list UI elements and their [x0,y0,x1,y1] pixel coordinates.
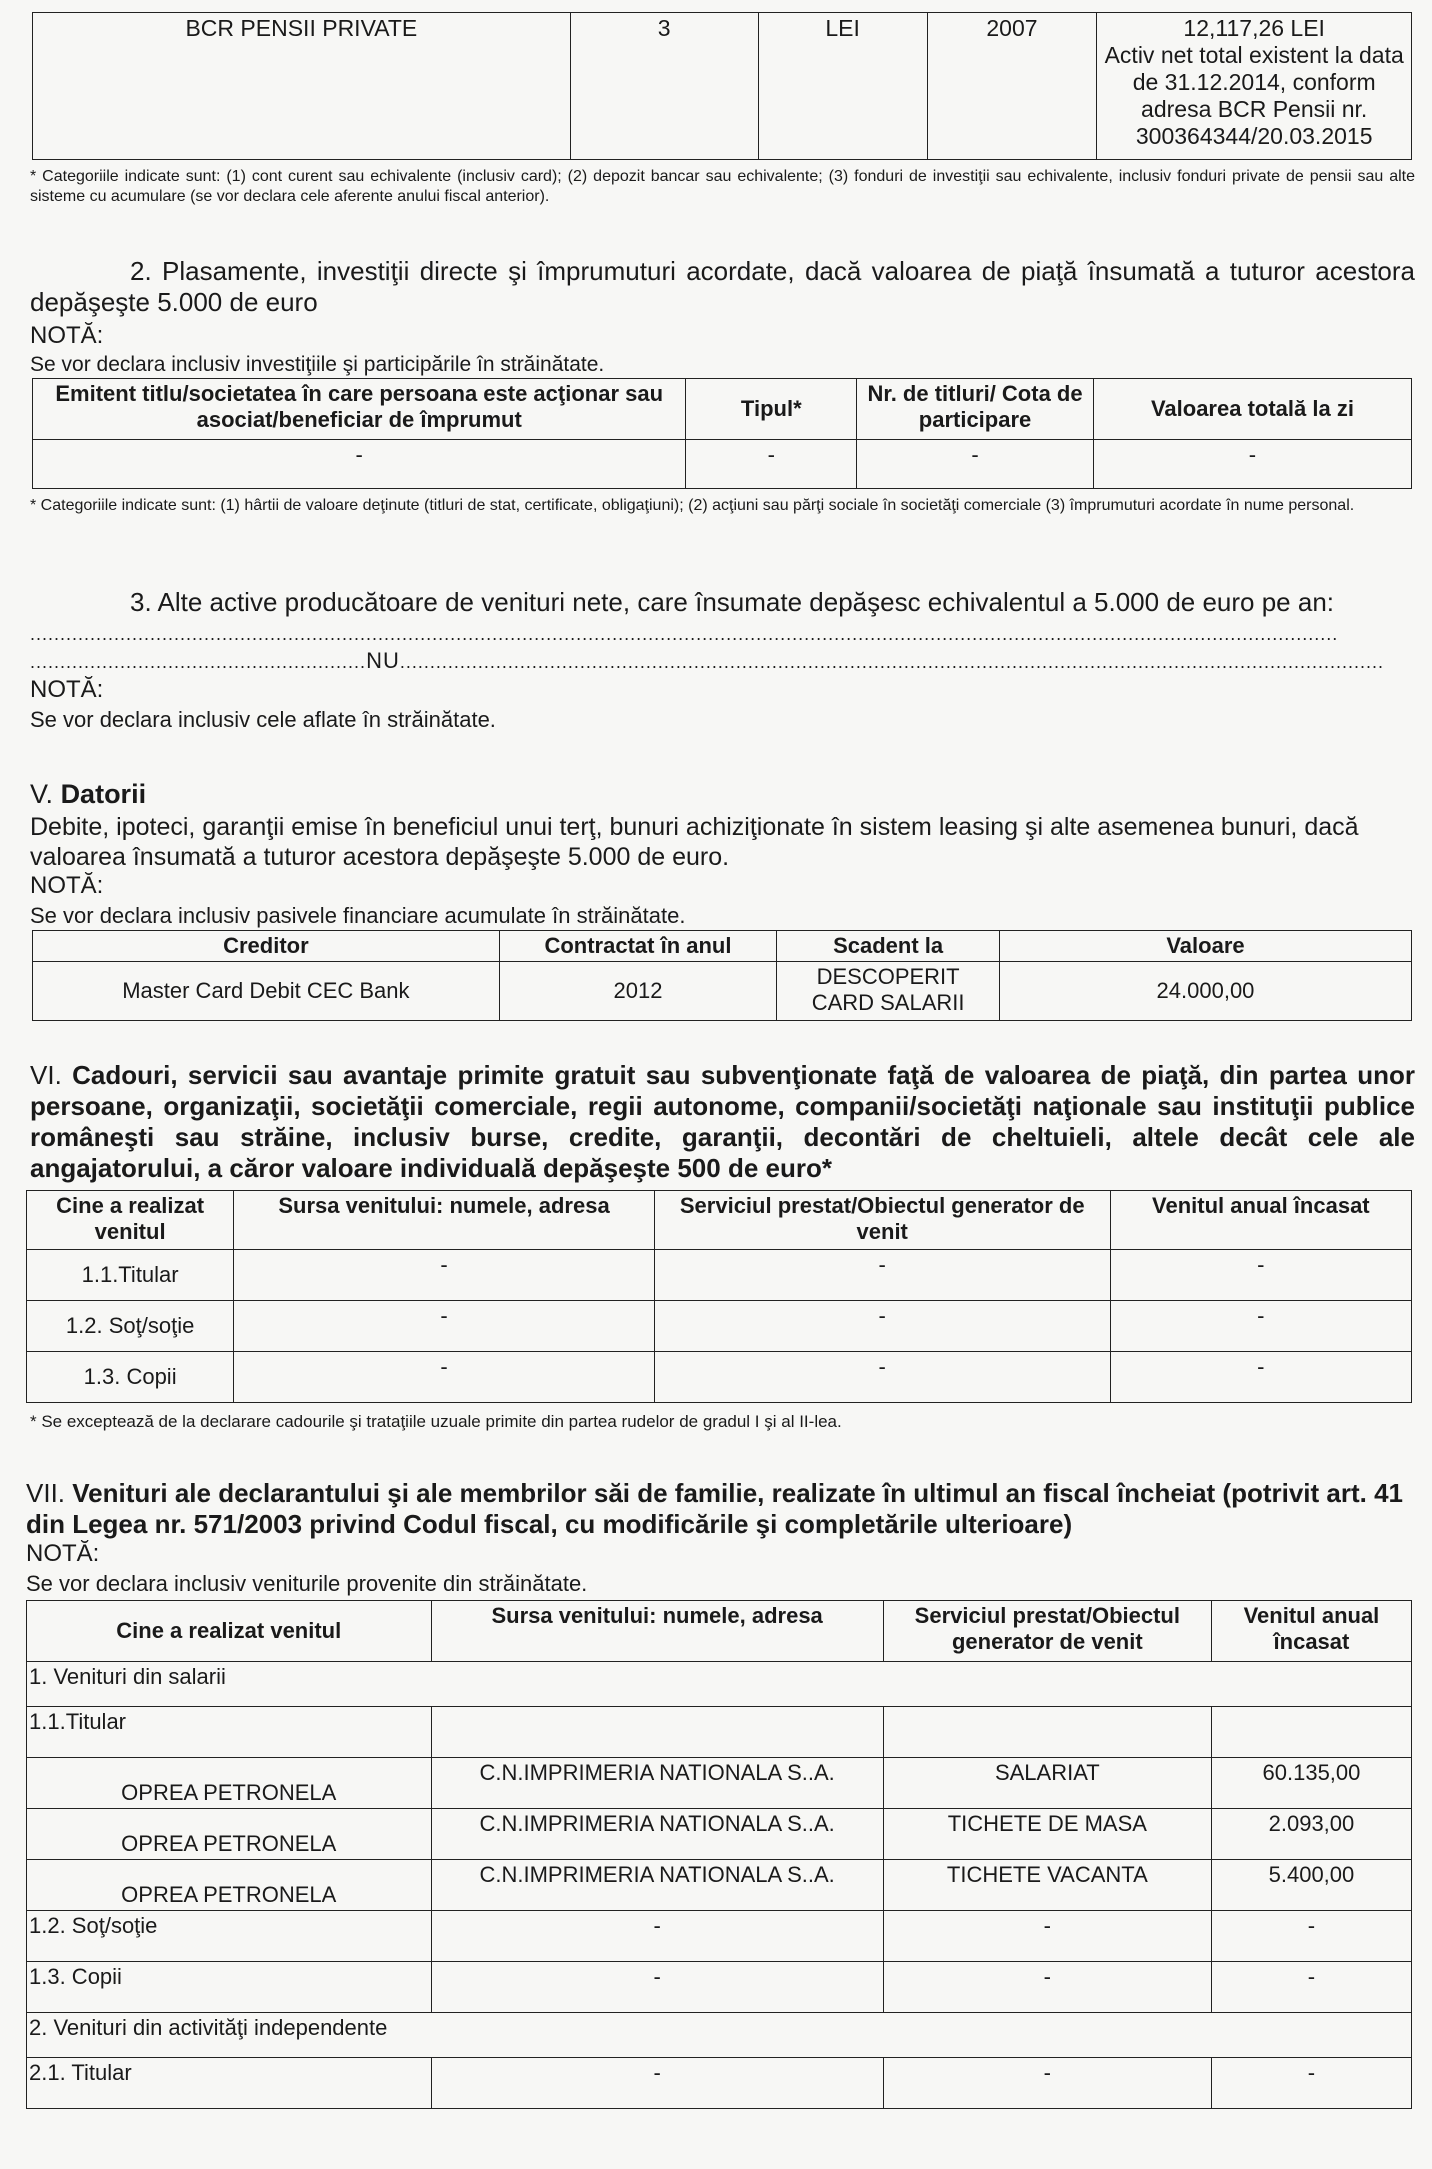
table-row [27,2058,1412,2109]
section-number: VII. [26,1478,66,1508]
cell-service [883,1707,1211,1758]
col-service: Serviciul prestat/Obiectul generator de venit [654,1191,1110,1250]
cell-source: C.N.IMPRIMERIA NATIONALA S..A. [431,1809,883,1860]
col-income: Venitul anual încasat [1110,1191,1411,1250]
col-due-date: Scadent la [777,931,1000,962]
table-header-row [33,931,1412,962]
cell-income: - [1110,1352,1411,1403]
table-row [27,1352,1412,1403]
pension-category: 3 [570,13,758,160]
col-service: Serviciul prestat/Obiectul generator de venit [883,1601,1211,1662]
investments-table [32,378,1412,489]
cell-who: 1.3. Copii [27,1352,234,1403]
cell-service: - [883,1962,1211,2013]
cell-service: - [654,1352,1110,1403]
footnote-accounts: * Categoriile indicate sunt: (1) cont curent sau echivalente (inclusiv card); (2) depozit bancar sau echivalente; (3) fonduri de investiţii sau echivalente, inclusiv fonduri private de pensii sau alte sisteme cu acumulare (se vor declara cele aferente anului fiscal anterior). [30,168,1415,205]
table-row [33,440,1412,489]
due-line: DESCOPERIT [816,964,960,989]
balance-line: 12,117,26 LEI [1183,15,1325,41]
section3-note-text: Se vor declara inclusiv cele aflate în străinătate. [30,707,496,732]
table-row [27,1662,1412,1707]
col-who: Cine a realizat venitul [27,1191,234,1250]
section3-heading: 3. Alte active producătoare de venituri nete, care însumate depăşesc echivalentul a 5.000 de euro pe an: [130,587,1335,617]
pension-name: BCR PENSII PRIVATE [33,13,571,160]
sectionVI-title [30,1060,1415,1184]
dotted-line: .......................................................................................................................................................................................................................... [30,624,1339,644]
dotted-line-answer: ........................................................NU.................................................................................................................................................................... [30,648,1385,673]
cell-type: - [686,440,857,489]
pension-currency: LEI [758,13,927,160]
cell-income [1211,1707,1411,1758]
cell-source: - [234,1250,655,1301]
cell-who: 1.2. Soţ/soţie [27,1911,432,1962]
sectionV-text: Debite, ipoteci, garanţii emise în beneficiul unui terţ, bunuri achiziţionate în sistem leasing şi alte asemenea bunuri, dacă valoarea însumată a tuturor acestora depăşeşte 5.000 de euro. [30,813,1359,871]
sectionV-note-text: Se vor declara inclusiv pasivele financiare acumulate în străinătate. [30,903,686,928]
cell-service: SALARIAT [883,1758,1211,1809]
cell-source: - [234,1301,655,1352]
table-row [33,962,1412,1021]
cell-income: - [1211,1962,1411,2013]
balance-line: de 31.12.2014, conform [1132,69,1376,95]
cell-source: - [431,2058,883,2109]
table-row [27,1860,1412,1911]
col-issuer: Emitent titlu/societatea în care persoana este acţionar sau asociat/beneficiar de împrumut [33,379,686,440]
balance-line: Activ net total existent la data [1104,42,1404,68]
table-row [27,1250,1412,1301]
cell-income: - [1211,1911,1411,1962]
table-row [27,1809,1412,1860]
cell-service: - [654,1250,1110,1301]
sectionVII-title [26,1478,1416,1540]
cell-total-value: - [1093,440,1411,489]
cell-who: 1.2. Soţ/soţie [27,1301,234,1352]
balance-line: adresa BCR Pensii nr. [1141,96,1368,122]
section2-heading: 2. Plasamente, investiţii directe şi împrumuturi acordate, dacă valoarea de piaţă însumată a tuturor acestora depăşeşte 5.000 de euro [30,256,1415,317]
cell-income: 5.400,00 [1211,1860,1411,1911]
cell-source: C.N.IMPRIMERIA NATIONALA S..A. [431,1860,883,1911]
section3-answer: NU [366,648,400,673]
sectionV-title [30,780,146,808]
cell-who: 2.1. Titular [27,2058,432,2109]
cell-service: TICHETE VACANTA [883,1860,1211,1911]
cell-service: - [883,1911,1211,1962]
table-header-row [33,379,1412,440]
cell-income: 2.093,00 [1211,1809,1411,1860]
cell-value: 24.000,00 [999,962,1411,1021]
col-who: Cine a realizat venitul [27,1601,432,1662]
section-number: VI. [30,1060,62,1090]
cell-shares: - [857,440,1094,489]
col-source: Sursa venitului: numele, adresa [431,1601,883,1662]
cell-source: - [234,1352,655,1403]
cell-income: - [1110,1250,1411,1301]
table-row [27,1301,1412,1352]
cell-source [431,1707,883,1758]
cell-who: OPREA PETRONELA [27,1809,432,1860]
section-title: Cadouri, servicii sau avantaje primite gratuit sau subvenţionate faţă de valoarea de piaţă, din partea unor persoane, organizaţii, societăţii comerciale, regii autonome, companii/societăţi naţionale sau instituţii publice româneşti sau străine, inclusiv burse, credite, garanţii, decontări de cheltuieli, altele decât cele ale angajatorului, a căror valoare individuală depăşeşte 500 de euro* [30,1060,1415,1183]
section2-footnote: * Categoriile indicate sunt: (1) hârtii de valoare deţinute (titluri de stat, certificate, obligaţiuni); (2) acţiuni sau părţi sociale în societăţi comerciale (3) împrumuturi acordate în nume personal. [30,497,1355,514]
sectionVII-nota: NOTĂ: [26,1540,100,1567]
balance-line: 300364344/20.03.2015 [1135,123,1373,149]
table-row [27,2013,1412,2058]
cell-service: TICHETE DE MASA [883,1809,1211,1860]
sectionVII-note-text: Se vor declara inclusiv veniturile provenite din străinătate. [26,1571,588,1596]
col-contracted-year: Contractat în anul [499,931,776,962]
table-row [27,1962,1412,2013]
section-number: V. [30,779,54,809]
cell-source: - [431,1962,883,2013]
col-income: Venitul anual încasat [1211,1601,1411,1662]
table-row [27,1758,1412,1809]
sectionVI-footnote: * Se exceptează de la declarare cadourile şi trataţiile uzuale primite din partea rudelor de gradul I şi al II-lea. [30,1412,842,1431]
section2-nota: NOTĂ: [30,322,104,349]
col-source: Sursa venitului: numele, adresa [234,1191,655,1250]
cell-who: 1.1.Titular [27,1707,432,1758]
table-header-row [27,1191,1412,1250]
table-header-row [27,1601,1412,1662]
col-total-value: Valoarea totală la zi [1093,379,1411,440]
group-salaries: 1. Venituri din salarii [27,1662,1412,1707]
pension-table [32,12,1412,160]
col-type: Tipul* [686,379,857,440]
sectionV-nota: NOTĂ: [30,872,104,899]
section2-note-text: Se vor declara inclusiv investiţiile şi participările în străinătate. [30,353,605,376]
income-table [26,1600,1412,2109]
cell-who: OPREA PETRONELA [27,1860,432,1911]
cell-source: C.N.IMPRIMERIA NATIONALA S..A. [431,1758,883,1809]
cell-who: OPREA PETRONELA [27,1758,432,1809]
cell-who: 1.1.Titular [27,1250,234,1301]
cell-service: - [883,2058,1211,2109]
cell-income: - [1110,1301,1411,1352]
table-row [27,1707,1412,1758]
section3-nota: NOTĂ: [30,676,104,703]
col-creditor: Creditor [33,931,500,962]
col-value: Valoare [999,931,1411,962]
debts-table [32,930,1412,1021]
table-row [33,13,1412,160]
cell-service: - [654,1301,1110,1352]
cell-who: 1.3. Copii [27,1962,432,2013]
section-title: Venituri ale declarantului şi ale membrilor săi de familie, realizate în ultimul an fiscal încheiat (potrivit art. 41 din Legea nr. 571/2003 privind Codul fiscal, cu modificările şi completările ulterioare) [26,1478,1404,1539]
cell-issuer: - [33,440,686,489]
cell-contracted-year: 2012 [499,962,776,1021]
due-line: CARD SALARII [811,990,965,1015]
section-title: Datorii [60,779,147,809]
cell-income: - [1211,2058,1411,2109]
cell-creditor: Master Card Debit CEC Bank [33,962,500,1021]
pension-year: 2007 [927,13,1097,160]
gifts-table [26,1190,1412,1403]
pension-balance [1097,13,1412,160]
table-row [27,1911,1412,1962]
group-independent: 2. Venituri din activităţi independente [27,2013,1412,2058]
cell-source: - [431,1911,883,1962]
cell-income: 60.135,00 [1211,1758,1411,1809]
cell-due-date [777,962,1000,1021]
col-shares: Nr. de titluri/ Cota de participare [857,379,1094,440]
